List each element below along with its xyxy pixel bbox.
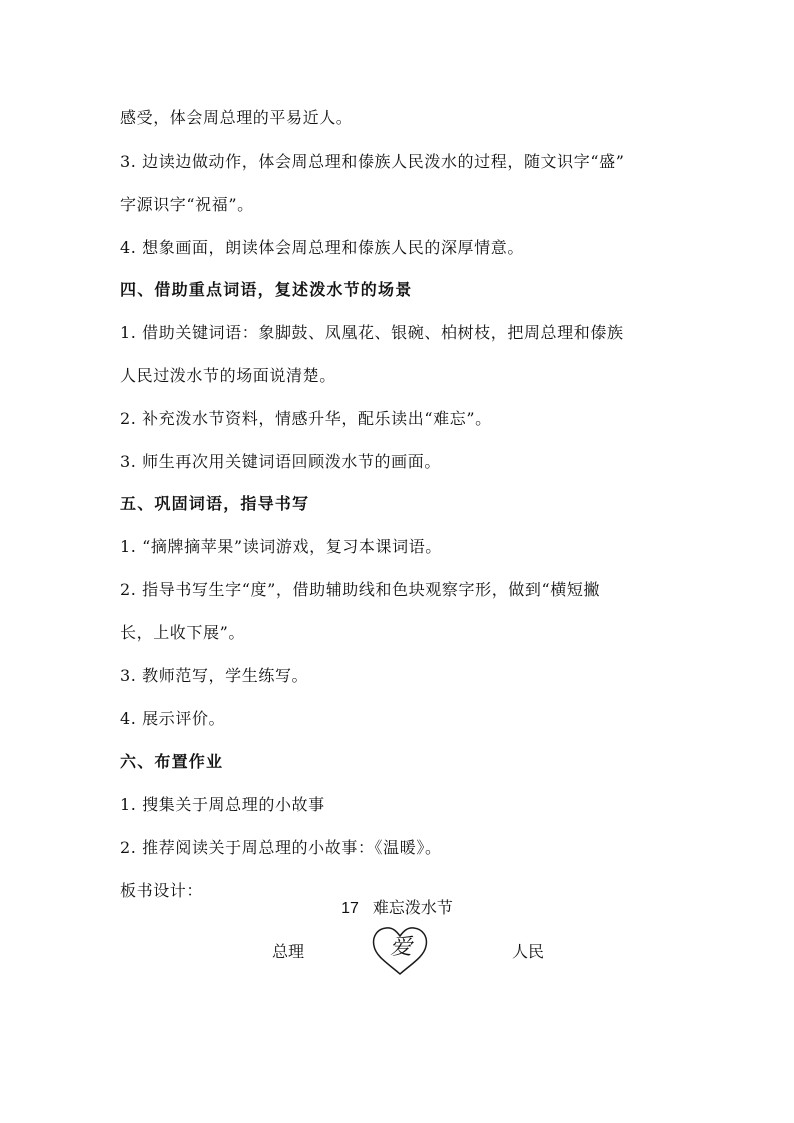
- text-line: 3. 教师范写，学生练写。: [120, 666, 309, 685]
- board-left-word: 总理: [272, 942, 305, 961]
- text-line: 感受，体会周总理的平易近人。: [120, 108, 353, 127]
- lesson-title: 难忘泼水节: [372, 898, 453, 917]
- section-heading: 四、借助重点词语，复述泼水节的场景: [120, 280, 413, 299]
- lesson-number: 17: [341, 900, 359, 917]
- board-heart-word: 爱: [390, 935, 413, 960]
- text-line: 字源识字“祝福”。: [120, 195, 254, 214]
- text-line: 2. 补充泼水节资料，情感升华，配乐读出“难忘”。: [120, 409, 492, 428]
- board-title: [0, 898, 794, 919]
- text-line: 4. 展示评价。: [120, 709, 226, 728]
- text-line: 2. 推荐阅读关于周总理的小故事：《温暖》。: [120, 838, 442, 857]
- board-right-word: 人民: [512, 942, 545, 961]
- text-line: 1. 借助关键词语：象脚鼓、凤凰花、银碗、柏树枝，把周总理和傣族: [120, 323, 624, 342]
- text-line: 3. 边读边做动作，体会周总理和傣族人民泼水的过程，随文识字“盛”: [120, 152, 625, 171]
- section-heading: 五、巩固词语，指导书写: [120, 494, 310, 513]
- text-line: 板书设计：: [120, 881, 204, 900]
- text-line: 2. 指导书写生字“度”，借助辅助线和色块观察字形，做到“横短撇: [120, 580, 601, 599]
- text-line: 4. 想象画面，朗读体会周总理和傣族人民的深厚情意。: [120, 238, 524, 257]
- section-heading: 六、布置作业: [120, 752, 224, 771]
- text-line: 长，上收下展”。: [120, 623, 245, 642]
- text-line: 人民过泼水节的场面说清楚。: [120, 366, 336, 385]
- text-line: 1. 搜集关于周总理的小故事: [120, 795, 325, 814]
- text-line: 1. “摘牌摘苹果”读词游戏，复习本课词语。: [120, 537, 442, 556]
- text-line: 3. 师生再次用关键词语回顾泼水节的画面。: [120, 452, 441, 471]
